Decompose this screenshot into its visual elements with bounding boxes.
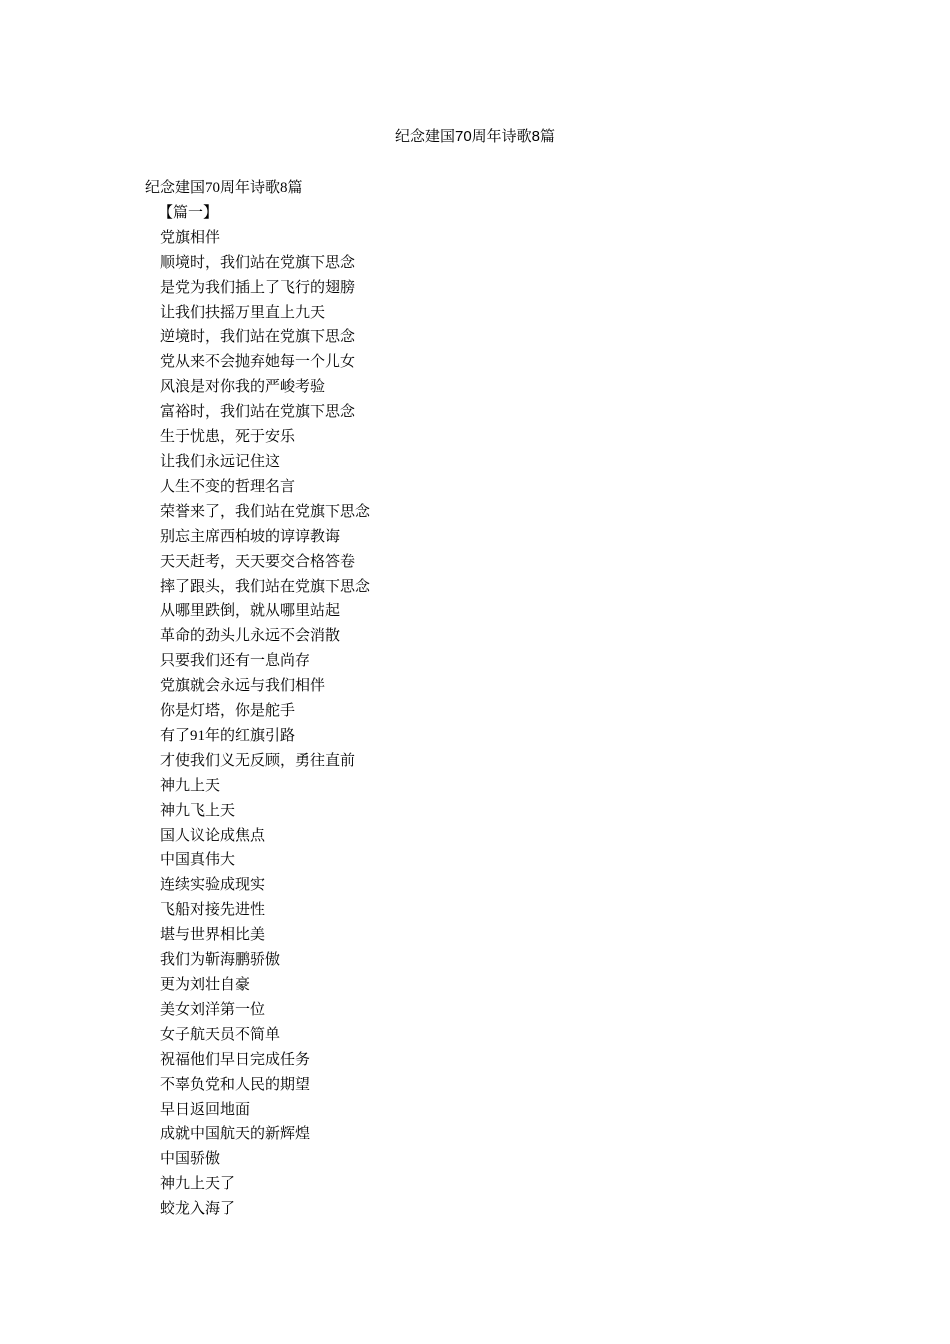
- poem-line: 顺境时，我们站在党旗下思念: [160, 254, 356, 271]
- poem-line: 更为刘壮自豪: [160, 977, 251, 993]
- poem-line: 让我们永远记住这: [160, 453, 281, 470]
- poem-line: 美女刘洋第一位: [160, 1001, 266, 1018]
- poem-line: 摔了跟头，我们站在党旗下思念: [160, 578, 371, 595]
- poem-line: 荣誉来了，我们站在党旗下思念: [160, 503, 371, 520]
- poem-line: 成就中国航天的新辉煌: [160, 1126, 311, 1143]
- poem-line: 女子航天员不简单: [160, 1026, 281, 1043]
- poem-line: 神九上天了: [160, 1176, 236, 1193]
- poem-line: 革命的劲头儿永远不会消散: [160, 628, 341, 645]
- poem-line: 你是灯塔，你是舵手: [160, 703, 296, 720]
- poem-line: 让我们扶摇万里直上九天: [160, 304, 326, 321]
- poem-line: 飞船对接先进性: [160, 902, 266, 919]
- poem-line: 堪与世界相比美: [160, 927, 266, 944]
- poem-line: 不辜负党和人民的期望: [160, 1076, 311, 1093]
- document-heading: 纪念建国70周年诗歌8篇: [145, 180, 303, 196]
- document-body: [145, 176, 845, 1222]
- poem-line: 神九飞上天: [160, 802, 236, 819]
- poem-line: 蛟龙入海了: [160, 1201, 236, 1218]
- poem-line: 人生不变的哲理名言: [160, 478, 296, 495]
- poem-line: 早日返回地面: [160, 1101, 251, 1118]
- poem-line: 我们为靳海鹏骄傲: [160, 952, 281, 969]
- poem-line: 党旗相伴: [160, 229, 221, 246]
- poem-line: 富裕时，我们站在党旗下思念: [160, 404, 356, 421]
- poem-line: 生于忧患，死于安乐: [160, 429, 296, 446]
- page-title: 纪念建国70周年诗歌8篇: [394, 128, 556, 145]
- poem-line: 神九上天: [160, 777, 221, 794]
- poem-line: 祝福他们早日完成任务: [160, 1051, 311, 1068]
- poem-line: 风浪是对你我的严峻考验: [160, 379, 326, 396]
- poem-line: 只要我们还有一息尚存: [160, 653, 311, 670]
- poem-lines: [145, 226, 845, 1222]
- poem-line: 才使我们义无反顾，勇往直前: [160, 752, 356, 769]
- poem-line: 中国骄傲: [160, 1151, 221, 1168]
- section-label: 【篇一】: [158, 204, 219, 221]
- poem-line: 有了91年的红旗引路: [160, 727, 296, 744]
- poem-line: 是党为我们插上了飞行的翅膀: [160, 279, 356, 296]
- poem-line: 从哪里跌倒，就从哪里站起: [160, 603, 341, 620]
- poem-line: 逆境时，我们站在党旗下思念: [160, 329, 356, 346]
- poem-line: 连续实验成现实: [160, 877, 266, 894]
- poem-line: 党从来不会抛弃她每一个儿女: [160, 354, 356, 371]
- poem-line: 别忘主席西柏坡的谆谆教诲: [160, 528, 341, 545]
- poem-line: 党旗就会永远与我们相伴: [160, 678, 326, 695]
- poem-line: 国人议论成焦点: [160, 827, 266, 844]
- poem-line: 中国真伟大: [160, 852, 236, 869]
- poem-line: 天天赶考，天天要交合格答卷: [160, 553, 356, 570]
